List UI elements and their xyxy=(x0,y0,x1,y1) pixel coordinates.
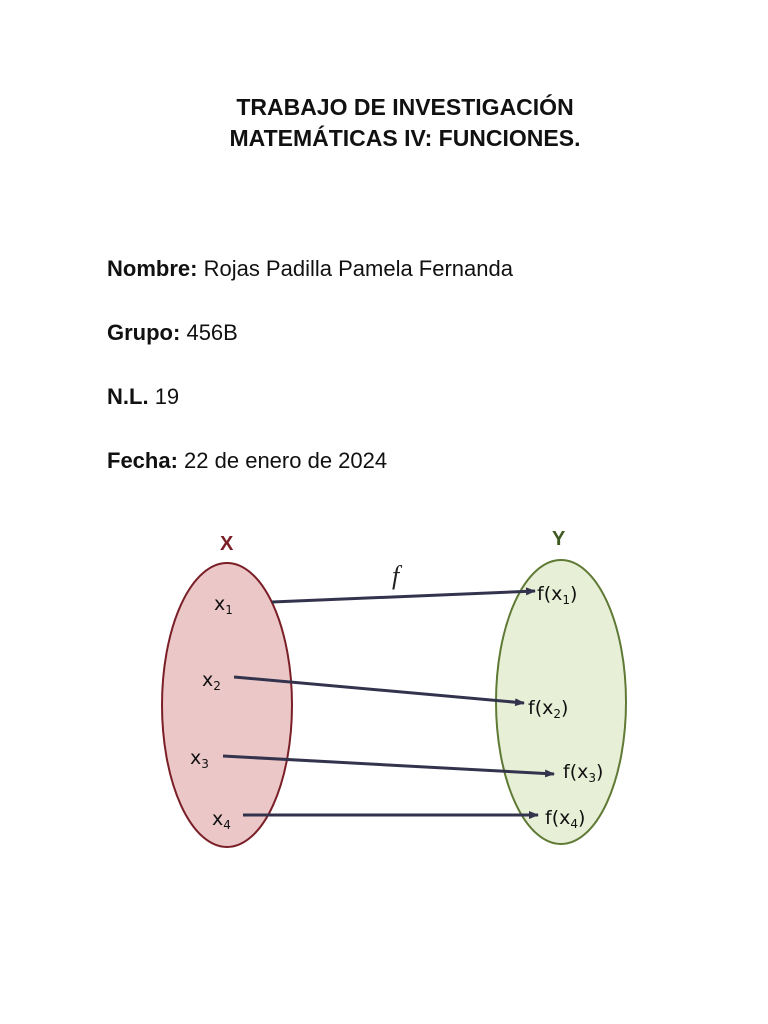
set-y-label: Y xyxy=(552,528,566,550)
field-nombre-label: Nombre: xyxy=(107,256,198,281)
field-nombre-value: Rojas Padilla Pamela Fernanda xyxy=(203,256,513,281)
codomain-element-1-post: ) xyxy=(570,583,578,605)
title-line-2: MATEMÁTICAS IV: FUNCIONES. xyxy=(229,125,581,151)
field-grupo-label: Grupo: xyxy=(107,320,181,345)
document-title xyxy=(0,92,768,154)
title-line-1: TRABAJO DE INVESTIGACIÓN xyxy=(236,94,574,120)
codomain-element-3-pre: f(x xyxy=(563,761,589,783)
function-label: f xyxy=(392,561,400,590)
codomain-element-1 xyxy=(537,583,577,607)
codomain-element-4-pre: f(x xyxy=(545,807,571,829)
codomain-element-2-sub: 2 xyxy=(553,707,561,721)
codomain-element-4 xyxy=(545,807,585,831)
field-fecha xyxy=(107,447,387,475)
domain-element-1-sub: 1 xyxy=(225,603,233,617)
codomain-element-2-pre: f(x xyxy=(528,697,554,719)
field-fecha-value: 22 de enero de 2024 xyxy=(184,448,388,473)
function-mapping-diagram xyxy=(150,520,640,860)
codomain-element-1-sub: 1 xyxy=(562,593,570,607)
domain-element-1-base: x xyxy=(214,593,226,615)
set-x-label: X xyxy=(220,533,234,555)
field-grupo xyxy=(107,319,238,347)
field-grupo-value: 456B xyxy=(186,320,238,345)
field-nombre xyxy=(107,255,513,283)
domain-element-3-base: x xyxy=(190,747,202,769)
codomain-element-4-sub: 4 xyxy=(570,817,578,831)
arrow-1 xyxy=(272,591,535,602)
field-fecha-label: Fecha: xyxy=(107,448,178,473)
field-nl xyxy=(107,383,179,411)
field-nl-label: N.L. xyxy=(107,384,149,409)
codomain-element-3 xyxy=(563,761,603,785)
domain-element-2-base: x xyxy=(202,669,214,691)
domain-element-2-sub: 2 xyxy=(213,679,221,693)
codomain-element-4-post: ) xyxy=(578,807,586,829)
codomain-element-2-post: ) xyxy=(561,697,569,719)
field-nl-value: 19 xyxy=(154,384,180,409)
codomain-element-3-sub: 3 xyxy=(588,771,596,785)
mapping-svg xyxy=(150,520,640,860)
domain-element-4-base: x xyxy=(212,808,224,830)
domain-element-3-sub: 3 xyxy=(201,757,209,771)
codomain-element-1-pre: f(x xyxy=(537,583,563,605)
codomain-element-3-post: ) xyxy=(596,761,604,783)
codomain-element-2 xyxy=(528,697,568,721)
domain-element-4-sub: 4 xyxy=(223,818,231,832)
